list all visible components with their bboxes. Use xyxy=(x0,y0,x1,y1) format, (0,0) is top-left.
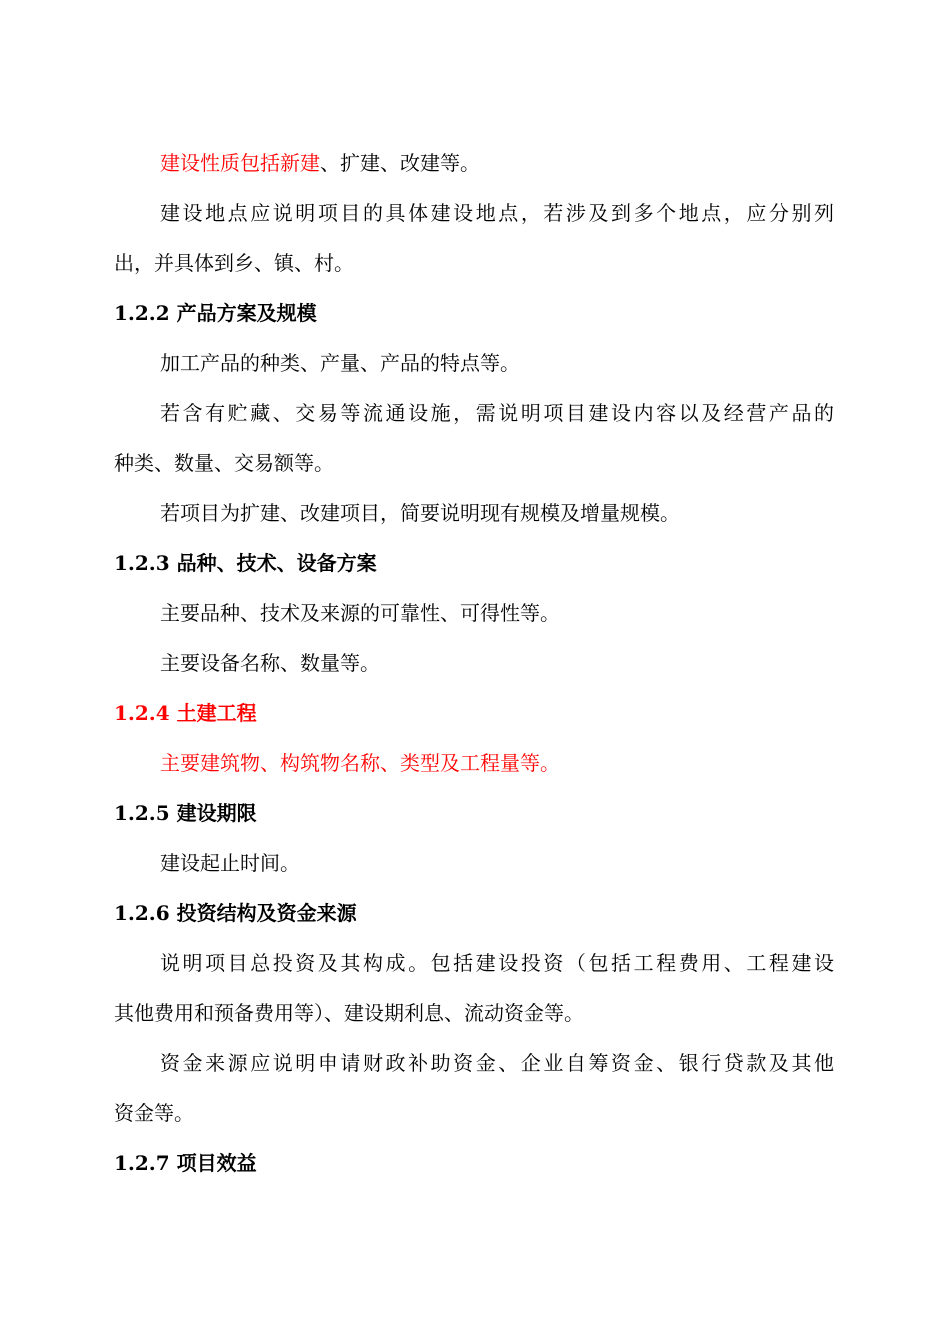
paragraph-line: 主要品种、技术及来源的可靠性、可得性等。 xyxy=(160,601,560,625)
paragraph-line: 若含有贮藏、交易等流通设施，需说明项目建设内容以及经营产品的 xyxy=(160,401,834,425)
section-heading-1-2-3: 1.2.3 品种、技术、设备方案 xyxy=(114,551,377,575)
paragraph-continuation: 资金等。 xyxy=(114,1101,194,1125)
paragraph-line: 说明项目总投资及其构成。包括建设投资（包括工程费用、工程建设 xyxy=(160,951,834,975)
paragraph-line: 加工产品的种类、产量、产品的特点等。 xyxy=(160,351,520,375)
section-heading-1-2-6: 1.2.6 投资结构及资金来源 xyxy=(114,901,357,925)
section-heading-1-2-7: 1.2.7 项目效益 xyxy=(114,1151,257,1175)
section-heading-1-2-5: 1.2.5 建设期限 xyxy=(114,801,257,825)
paragraph-construction-nature xyxy=(160,149,950,177)
paragraph-continuation: 其他费用和预备费用等）、建设期利息、流动资金等。 xyxy=(114,1001,584,1025)
paragraph-line: 建设地点应说明项目的具体建设地点，若涉及到多个地点，应分别列 xyxy=(160,201,834,225)
paragraph-line: 主要设备名称、数量等。 xyxy=(160,651,380,675)
paragraph-line: 资金来源应说明申请财政补助资金、企业自筹资金、银行贷款及其他 xyxy=(160,1051,834,1075)
section-heading-1-2-4: 1.2.4 土建工程 xyxy=(114,701,257,725)
paragraph-continuation: 出，并具体到乡、镇、村。 xyxy=(114,251,354,275)
paragraph-line: 若项目为扩建、改建项目，简要说明现有规模及增量规模。 xyxy=(160,501,680,525)
paragraph-line-highlighted: 主要建筑物、构筑物名称、类型及工程量等。 xyxy=(160,751,560,775)
paragraph-line: 建设起止时间。 xyxy=(160,851,300,875)
paragraph-continuation: 种类、数量、交易额等。 xyxy=(114,451,334,475)
section-heading-1-2-2: 1.2.2 产品方案及规模 xyxy=(114,301,317,325)
highlighted-text: 建设性质包括新建 xyxy=(160,151,320,175)
paragraph-text: 、扩建、改建等。 xyxy=(320,151,480,175)
